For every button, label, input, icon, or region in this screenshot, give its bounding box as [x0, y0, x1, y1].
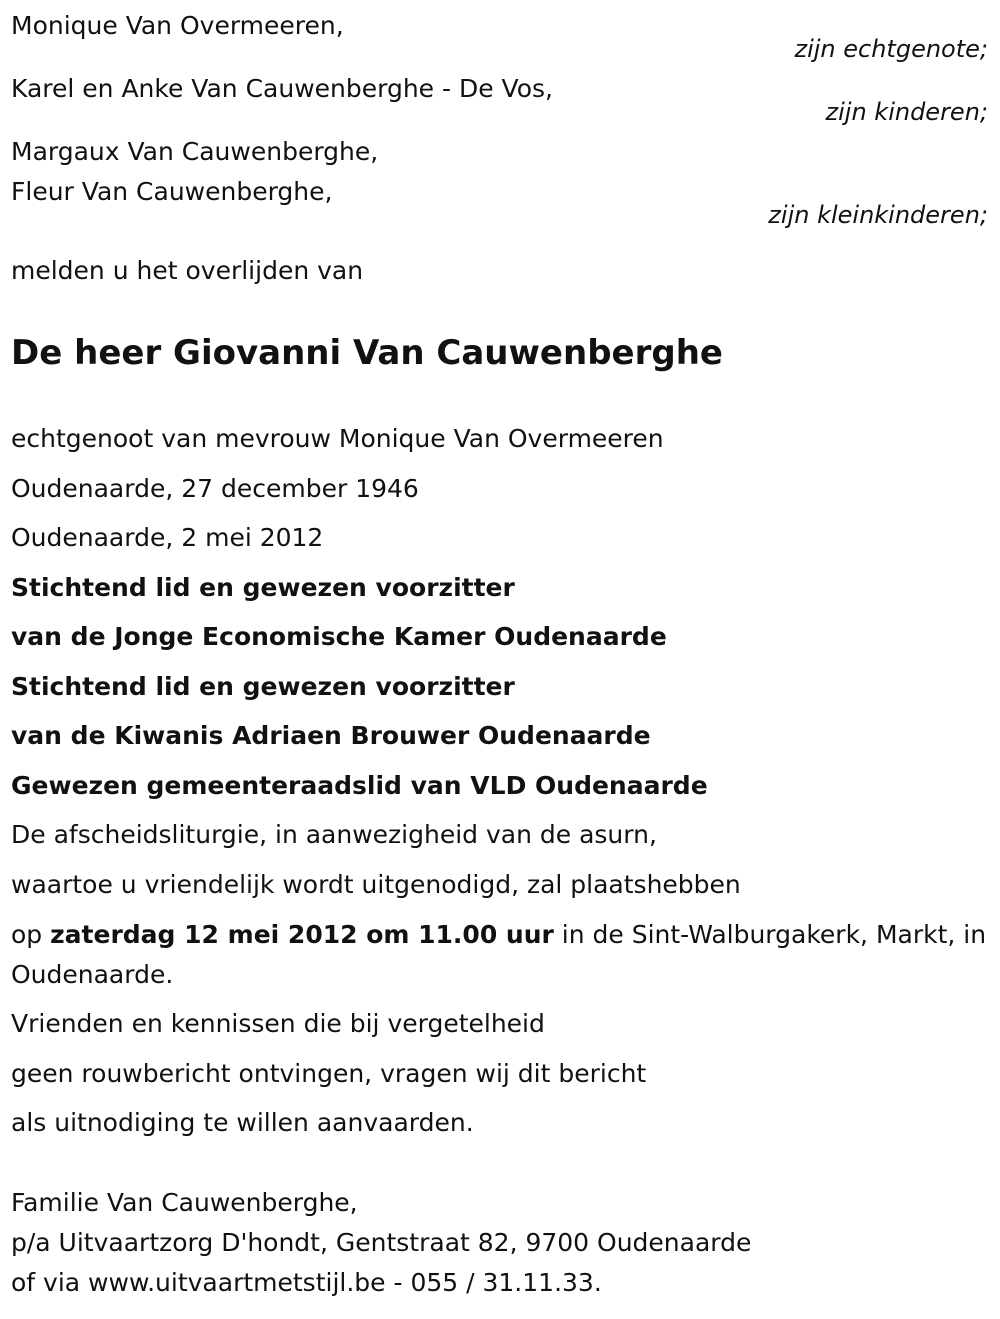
contact-family: Familie Van Cauwenberghe,: [11, 1188, 358, 1217]
merit-line-1: Stichtend lid en gewezen voorzitter: [11, 573, 515, 602]
grandchildren-role: zijn kleinkinderen;: [768, 201, 988, 229]
ceremony-prefix: op: [11, 920, 51, 949]
ceremony-line-2: waartoe u vriendelijk wordt uitgenodigd, zal plaatshebben: [11, 870, 741, 899]
contact-web-phone: of via www.uitvaartmetstijl.be - 055 / 31.11.33.: [11, 1268, 602, 1297]
merit-line-5: Gewezen gemeenteraadslid van VLD Oudenaarde: [11, 771, 708, 800]
grandchild-name-1: Margaux Van Cauwenberghe,: [11, 137, 379, 166]
spouse-name: Monique Van Overmeeren,: [11, 11, 344, 40]
merit-line-4: van de Kiwanis Adriaen Brouwer Oudenaarde: [11, 721, 651, 750]
contact-address: p/a Uitvaartzorg D'hondt, Gentstraat 82, 9700 Oudenaarde: [11, 1228, 752, 1257]
closing-line-1: Vrienden en kennissen die bij vergetelheid: [11, 1009, 545, 1038]
children-name: Karel en Anke Van Cauwenberghe - De Vos,: [11, 74, 553, 103]
children-role: zijn kinderen;: [825, 98, 988, 126]
merit-line-2: van de Jonge Economische Kamer Oudenaarde: [11, 622, 667, 651]
closing-line-2: geen rouwbericht ontvingen, vragen wij dit bericht: [11, 1059, 647, 1088]
ceremony-line-3: [11, 915, 991, 995]
ceremony-location: in de Sint-Walburgakerk, Markt, in Oudenaarde.: [11, 920, 987, 989]
spouse-role: zijn echtgenote;: [794, 35, 988, 63]
ceremony-line-1: De afscheidsliturgie, in aanwezigheid van de asurn,: [11, 820, 657, 849]
announcement-intro: melden u het overlijden van: [11, 256, 364, 285]
merit-line-3: Stichtend lid en gewezen voorzitter: [11, 672, 515, 701]
closing-line-3: als uitnodiging te willen aanvaarden.: [11, 1108, 474, 1137]
death-date: Oudenaarde, 2 mei 2012: [11, 523, 324, 552]
grandchild-name-2: Fleur Van Cauwenberghe,: [11, 177, 333, 206]
deceased-name: De heer Giovanni Van Cauwenberghe: [11, 333, 723, 373]
ceremony-date-time: zaterdag 12 mei 2012 om 11.00 uur: [50, 920, 554, 949]
birth-date: Oudenaarde, 27 december 1946: [11, 474, 419, 503]
spouse-of: echtgenoot van mevrouw Monique Van Overmeeren: [11, 424, 664, 453]
